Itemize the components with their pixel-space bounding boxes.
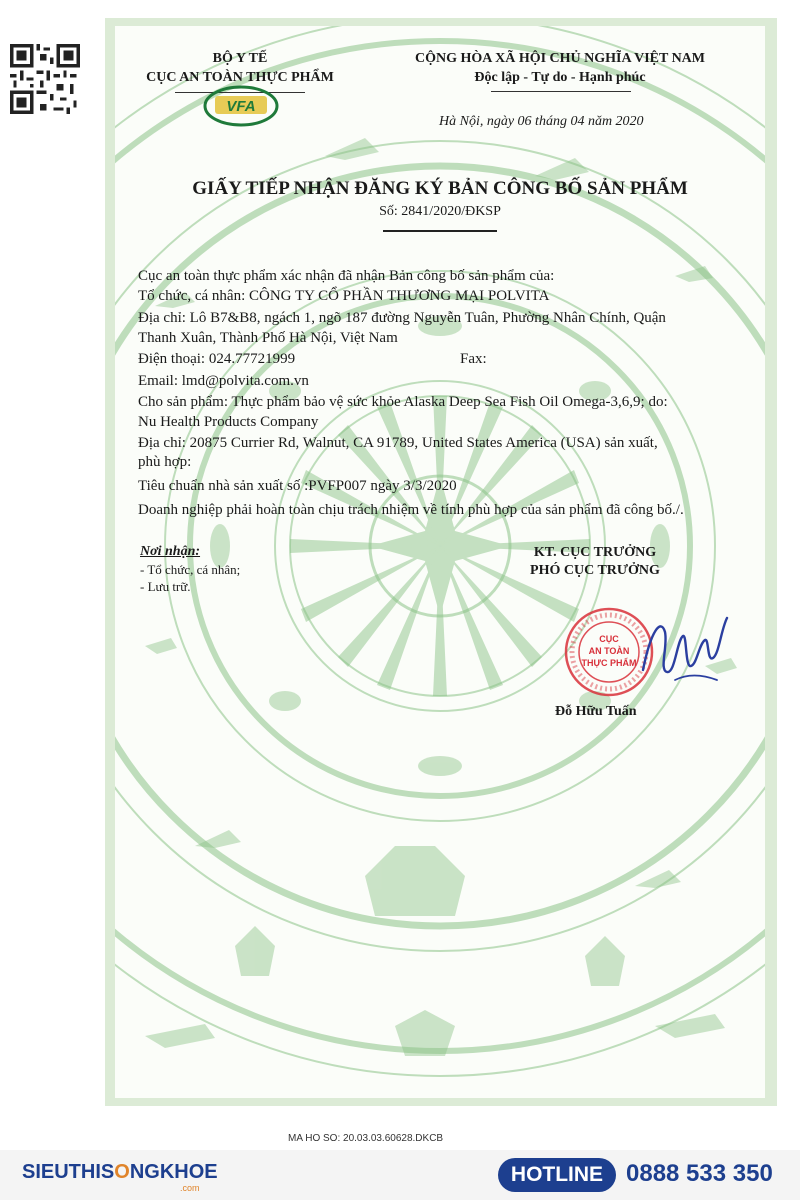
- title-underline: [383, 230, 497, 232]
- agency-name: CỤC AN TOÀN THỰC PHẨM: [146, 70, 334, 85]
- phone-line: Điện thoại: 024.77721999: [138, 351, 296, 367]
- address-line-1: Địa chỉ: Lô B7&B8, ngách 1, ngõ 187 đường Nguyễn Tuân, Phường Nhân Chính, Quận: [138, 310, 666, 326]
- issue-date: Hà Nội, ngày 06 tháng 04 năm 2020: [439, 114, 644, 129]
- hotline-button[interactable]: HOTLINE: [498, 1158, 616, 1192]
- signatory-name: Đỗ Hữu Tuấn: [555, 704, 637, 719]
- ministry-name: BỘ Y TẾ: [212, 51, 268, 66]
- stamp-text: THỰC PHẨM: [581, 658, 637, 668]
- standard-line: Tiêu chuẩn nhà sản xuất số :PVFP007 ngày 3/3/2020: [138, 478, 457, 494]
- manufacturer-line: Nu Health Products Company: [138, 414, 319, 430]
- certificate: [105, 18, 777, 1106]
- address-line-2: Thanh Xuân, Thành Phố Hà Nội, Việt Nam: [138, 330, 398, 346]
- footer-bar: [0, 1150, 800, 1200]
- fax-line: Fax:: [460, 351, 487, 367]
- certificate-frame: [115, 26, 765, 1098]
- responsibility-line: Doanh nghiệp phải hoàn toàn chịu trách nhiệm về tính phù hợp của sản phẩm đã công bố./.: [138, 502, 684, 518]
- hotline-number[interactable]: 0888 533 350: [626, 1160, 773, 1187]
- organization-line: Tổ chức, cá nhân: CÔNG TY CỔ PHẦN THƯƠNG MẠI POLVITA: [138, 288, 550, 304]
- certificate-title: GIẤY TIẾP NHẬN ĐĂNG KÝ BẢN CÔNG BỐ SẢN PHẨM: [192, 178, 688, 199]
- country-name: CỘNG HÒA XÃ HỘI CHỦ NGHĨA VIỆT NAM: [414, 51, 705, 66]
- handwritten-signature: [635, 610, 735, 692]
- confirmation-line: Cục an toàn thực phẩm xác nhận đã nhận Bản công bố sản phẩm của:: [138, 268, 555, 284]
- brand-domain: .com: [180, 1183, 200, 1193]
- recipients-title: Nơi nhận:: [140, 544, 201, 559]
- national-motto: Độc lập - Tự do - Hạnh phúc: [474, 70, 646, 85]
- brand-logo[interactable]: [22, 1161, 218, 1184]
- product-line: Cho sản phẩm: Thực phẩm bảo vệ sức khỏe Alaska Deep Sea Fish Oil Omega-3,6,9; do:: [138, 394, 668, 410]
- vfa-logo-text: VFA: [226, 98, 256, 115]
- brand-text: SIEUTHIS: [22, 1161, 115, 1183]
- qr-code: [10, 44, 80, 114]
- brand-text: NGKHOE: [129, 1161, 218, 1183]
- dossier-code: MA HO SO: 20.03.03.60628.DKCB: [288, 1133, 444, 1144]
- stamp-text: AN TOÀN: [588, 646, 630, 656]
- stamp-text: CỤC: [599, 634, 619, 644]
- vfa-logo-icon: [201, 84, 281, 130]
- motto-underline: [491, 91, 631, 92]
- signatory-role-1: KT. CỤC TRƯỞNG: [533, 545, 657, 560]
- compliance-line: phù hợp:: [138, 454, 192, 470]
- email-line: Email: lmd@polvita.com.vn: [138, 373, 309, 389]
- recipient-item: - Tổ chức, cá nhân;: [140, 562, 241, 577]
- manufacturer-address-line: Địa chỉ: 20875 Currier Rd, Walnut, CA 91789, United States America (USA) sản xuất,: [138, 435, 658, 451]
- brand-heart-icon: O: [114, 1161, 130, 1183]
- certificate-number: Số: 2841/2020/ĐKSP: [379, 204, 501, 219]
- signatory-role-2: PHÓ CỤC TRƯỞNG: [530, 563, 660, 578]
- recipient-item: - Lưu trữ.: [140, 579, 191, 594]
